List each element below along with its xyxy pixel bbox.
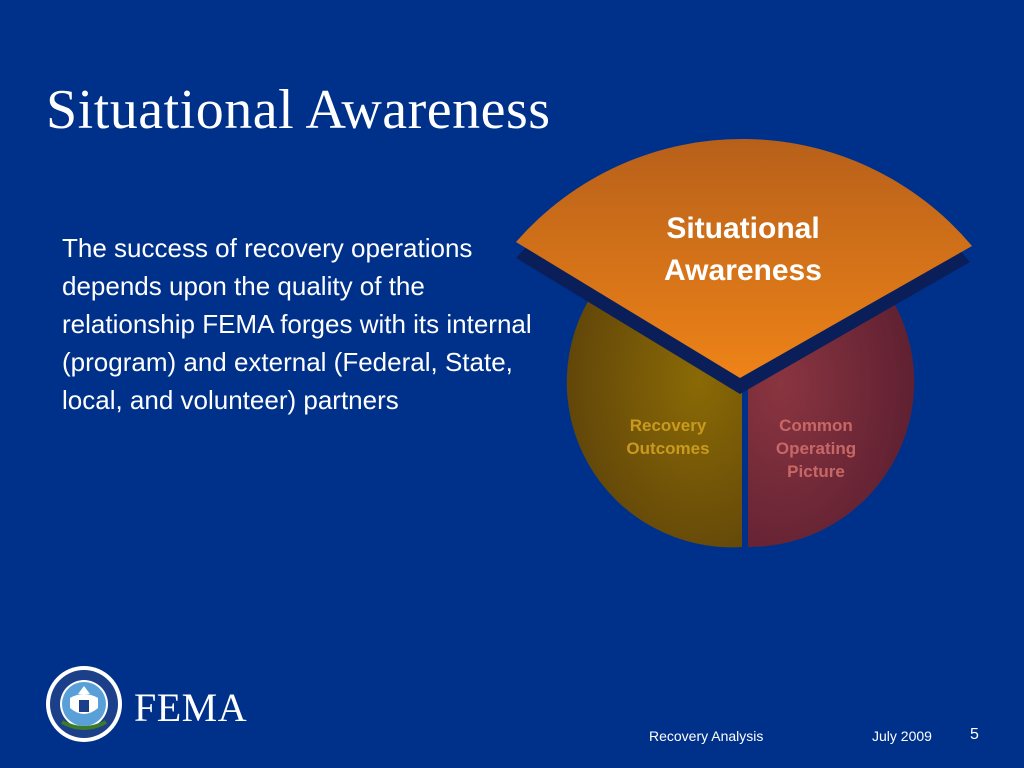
right-label-line-1: Common xyxy=(779,416,853,435)
slide-title: Situational Awareness xyxy=(46,79,551,141)
right-label-line-3: Picture xyxy=(787,462,845,481)
seal-icon xyxy=(44,664,124,744)
situational-awareness-diagram xyxy=(500,110,1000,570)
body-paragraph: The success of recovery operations depends upon the quality of the relationship FEMA forges with its internal (program) and external (Federal, State, local, and volunteer) partners xyxy=(62,233,532,415)
right-label-line-2: Operating xyxy=(775,439,857,458)
fema-wordmark: FEMA xyxy=(134,685,248,730)
footer-title: Recovery Analysis xyxy=(649,728,764,744)
left-label-line-2: Outcomes xyxy=(626,439,710,458)
dhs-seal-logo xyxy=(44,664,124,744)
left-label-line-1: Recovery xyxy=(629,416,707,435)
top-label-line-1: Situational xyxy=(666,212,820,245)
top-label-line-2: Awareness xyxy=(664,254,822,287)
page-number: 5 xyxy=(970,726,979,743)
footer-date: July 2009 xyxy=(872,728,932,744)
diagram-svg xyxy=(500,110,1000,570)
